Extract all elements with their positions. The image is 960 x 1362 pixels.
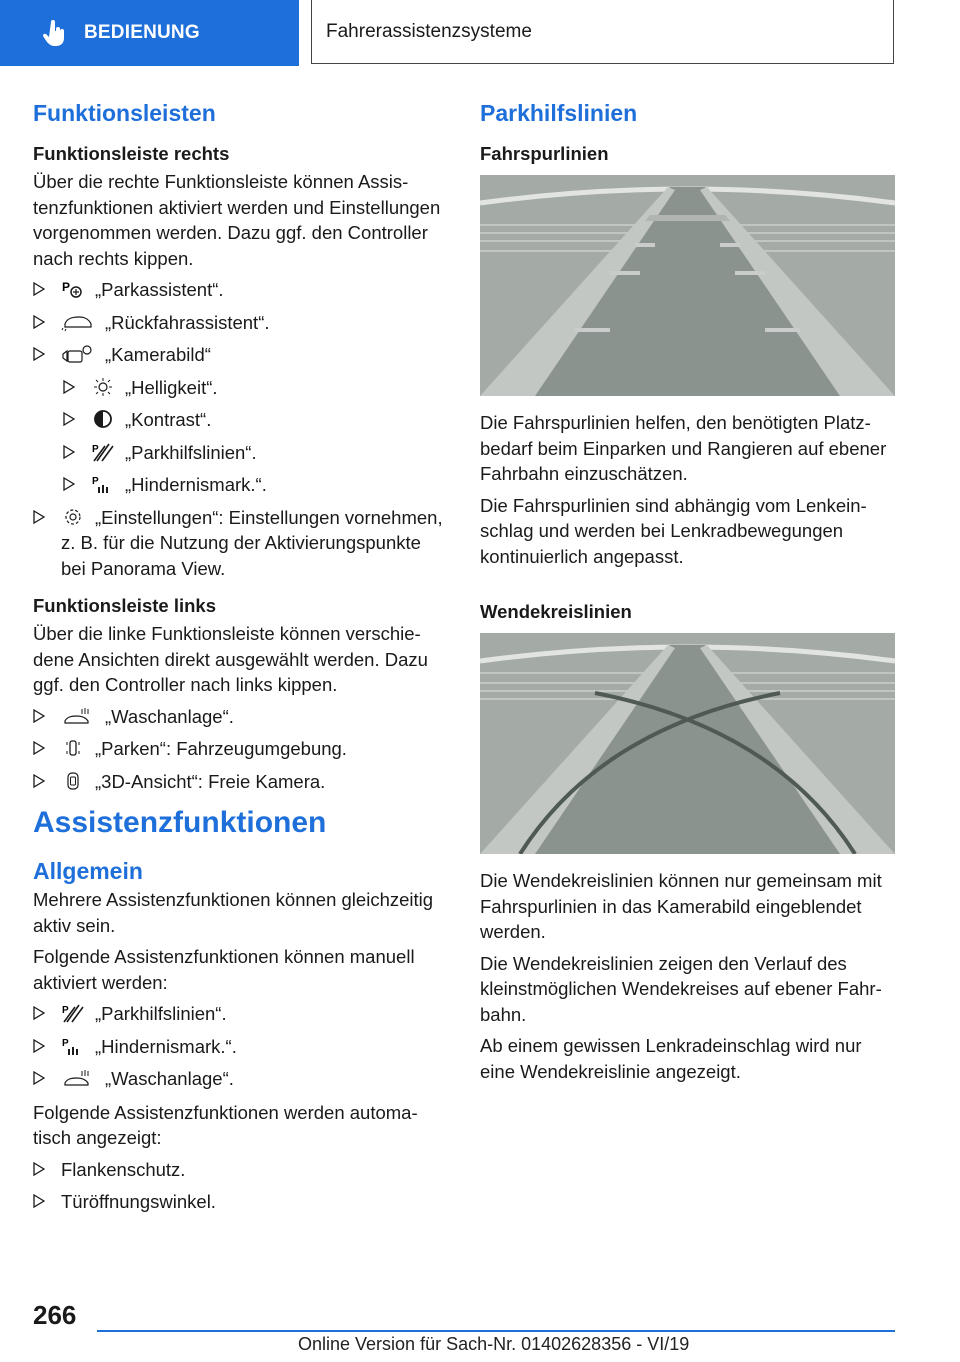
list-item: „Kontrast“. — [33, 407, 443, 433]
chapter-tab[interactable] — [311, 0, 894, 64]
parking-lines-icon — [91, 442, 115, 462]
triangle-bullet-icon — [33, 510, 45, 524]
svg-text:P: P — [62, 280, 71, 294]
list-item: P „Hindernismark.“. — [33, 1034, 443, 1060]
turning-circle-lines-figure — [480, 633, 895, 854]
triangle-bullet-icon — [63, 477, 75, 491]
camera-image-icon — [61, 344, 95, 364]
obstacle-marking-icon — [61, 1036, 85, 1056]
footer-online-version: Online Version für Sach-Nr. 01402628356 - VI/19 — [298, 1334, 690, 1354]
triangle-bullet-icon — [33, 1006, 45, 1020]
triangle-bullet-icon — [33, 315, 45, 329]
reversing-assistant-icon — [61, 312, 95, 332]
paragraph-wende-1: Die Wendekreislinien können nur gemeinsam mit Fahrspurlinien in das Kamerabild eingeblendet werden. — [480, 870, 882, 942]
list-item: „Waschanlage“. — [33, 1066, 443, 1092]
paragraph-rechts: Über die rechte Funktionsleiste können Assistenzfunktionen aktiviert werden und Einstellungen vorgenommen werden. Dazu ggf. den Controller nach rechts kippen. — [33, 171, 441, 269]
heading-wendekreislinien: Wendekreislinien — [480, 601, 632, 622]
footer-divider — [97, 1330, 895, 1332]
paragraph-fahrspur-2: Die Fahrspurlinien sind abhängig vom Lenkeinschlag und werden bei Lenkradbewegungen kontinuierlich angepasst. — [480, 494, 867, 567]
paragraph-allgemein-2: Folgende Assistenzfunktionen können manuell aktiviert werden: — [33, 946, 415, 993]
left-column — [33, 100, 443, 1223]
heading-funktionsleisten: Funktionsleisten — [33, 100, 216, 126]
brightness-icon — [91, 377, 115, 397]
list-item: „Waschanlage“. — [33, 704, 443, 730]
car-wash-icon — [61, 706, 95, 726]
section-tab[interactable] — [0, 0, 299, 66]
triangle-bullet-icon — [63, 412, 75, 426]
paragraph-wende-2: Die Wendekreislinien zeigen den Verlauf des kleinstmöglichen Wendekreises auf ebener Fahrbahn. — [480, 952, 882, 1025]
triangle-bullet-icon — [33, 774, 45, 788]
triangle-bullet-icon — [63, 445, 75, 459]
section-label: BEDIENUNG — [84, 22, 200, 43]
page-number: 266 — [33, 1300, 77, 1330]
heading-funktionsleiste-rechts: Funktionsleiste rechts — [33, 143, 230, 164]
paragraph-fahrspur-1: Die Fahrspurlinien helfen, den benötigten Platzbedarf beim Einparken und Rangieren auf ebener Fahrbahn einzuschätzen. — [480, 412, 887, 484]
list-item: P „Parkhilfslinien“. — [33, 440, 443, 466]
triangle-bullet-icon — [33, 1194, 45, 1208]
list-manual — [33, 1001, 443, 1092]
triangle-bullet-icon — [33, 709, 45, 723]
svg-text:P: P — [62, 1005, 69, 1016]
contrast-icon — [91, 409, 115, 429]
paragraph-links: Über die linke Funktionsleiste können verschiedene Ansichten direkt ausgewählt werden. Dazu ggf. den Controller nach links kippen. — [33, 623, 428, 695]
lane-lines-figure — [480, 175, 895, 396]
car-wash-icon — [61, 1068, 95, 1088]
heading-fahrspurlinien: Fahrspurlinien — [480, 143, 609, 164]
triangle-bullet-icon — [33, 1071, 45, 1085]
3d-view-icon — [61, 771, 85, 791]
chapter-label: Fahrerassistenzsysteme — [326, 20, 532, 42]
list-item: P „Parkassistent“. — [33, 277, 443, 303]
paragraph-wende-3: Ab einem gewissen Lenkradeinschlag wird nur eine Wendekreislinie angezeigt. — [480, 1035, 862, 1082]
triangle-bullet-icon — [33, 1162, 45, 1176]
triangle-bullet-icon — [33, 1039, 45, 1053]
list-item: „Helligkeit“. — [33, 375, 443, 401]
parking-lines-icon — [61, 1003, 85, 1023]
obstacle-marking-icon — [91, 474, 115, 494]
paragraph-allgemein-1: Mehrere Assistenzfunktionen können gleichzeitig aktiv sein. — [33, 889, 434, 936]
heading-allgemein: Allgemein — [33, 858, 143, 884]
svg-text:P: P — [92, 476, 99, 487]
triangle-bullet-icon — [33, 347, 45, 361]
hand-pointer-icon — [40, 19, 68, 47]
list-auto — [33, 1157, 443, 1215]
list-item: „Einstellungen“: Einstellungen vornehmen, z. B. für die Nutzung der Aktivierungspunkte bei Panorama View. — [33, 505, 443, 582]
parking-assistant-icon — [61, 279, 85, 299]
list-item: Türöffnungswinkel. — [33, 1189, 443, 1215]
list-item: Flankenschutz. — [33, 1157, 443, 1183]
heading-funktionsleiste-links: Funktionsleiste links — [33, 595, 216, 616]
right-column — [480, 100, 895, 1090]
list-links — [33, 704, 443, 795]
parking-view-icon — [61, 738, 85, 758]
svg-text:P: P — [62, 1037, 69, 1049]
triangle-bullet-icon — [33, 282, 45, 296]
svg-text:P: P — [92, 443, 99, 455]
page-header — [0, 0, 960, 66]
list-item: „Kamerabild“ — [33, 342, 443, 368]
list-item: „Parken“: Fahrzeugumgebung. — [33, 736, 443, 762]
list-rechts — [33, 277, 443, 581]
settings-icon — [61, 507, 85, 527]
heading-parkhilfslinien: Parkhilfslinien — [480, 100, 638, 126]
list-item: P „Parkhilfslinien“. — [33, 1001, 443, 1027]
list-item: „3D-Ansicht“: Freie Kamera. — [33, 769, 443, 795]
list-item: „Rückfahrassistent“. — [33, 310, 443, 336]
triangle-bullet-icon — [63, 380, 75, 394]
list-item: P „Hindernismark.“. — [33, 472, 443, 498]
paragraph-automatisch: Folgende Assistenzfunktionen werden automatisch angezeigt: — [33, 1101, 418, 1148]
heading-assistenzfunktionen: Assistenzfunktionen — [33, 806, 327, 839]
triangle-bullet-icon — [33, 741, 45, 755]
